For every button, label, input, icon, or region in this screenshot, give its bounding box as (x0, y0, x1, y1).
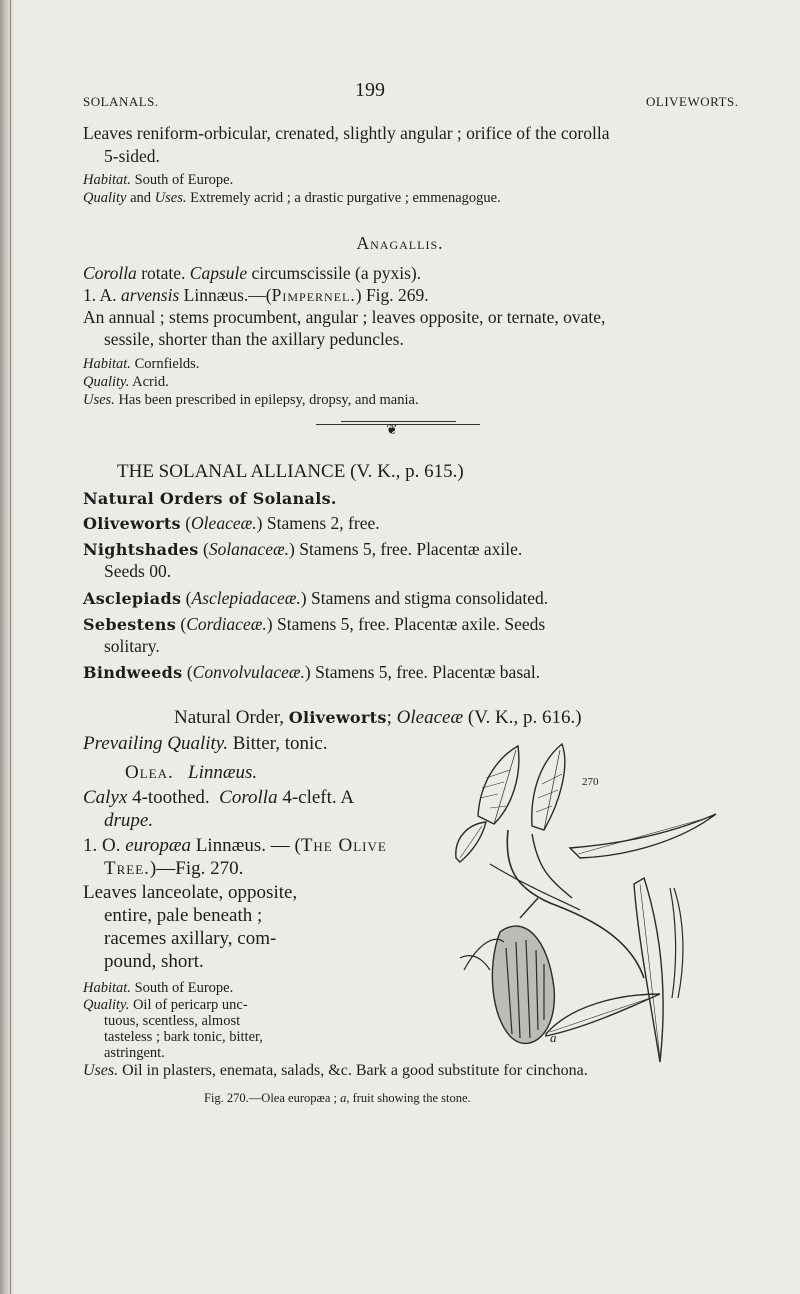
order-text: Stamens 5, free. Placentæ axile. (294, 539, 523, 559)
order-row: Oliveworts (Oleaceæ.) Stamens 2, free. (83, 513, 380, 533)
text-span: (V. K., p. 616.) (463, 707, 582, 728)
species-name: arvensis (120, 285, 180, 305)
habitat-line (83, 980, 233, 997)
order-name: Oliveworts (288, 708, 387, 727)
calyx-label: Calyx (83, 787, 128, 808)
order-latin: Cordiaceæ. (186, 614, 267, 634)
genus-line (125, 762, 257, 784)
common-name: The Olive (300, 835, 387, 856)
text-line: Leaves lanceolate, opposite, (83, 882, 298, 903)
order-row: Asclepiads (Asclepiadaceæ.) Stamens and stigma consolidated. (83, 588, 549, 608)
order-text: Stamens 5, free. Placentæ basal. (310, 662, 541, 682)
text-line: An annual ; stems procumbent, angular ; leaves opposite, or ternate, ovate, (83, 307, 606, 327)
fruit-drawing (460, 898, 554, 1043)
caption-letter: a (340, 1091, 347, 1105)
species-line (83, 285, 429, 306)
text-span: ; (386, 707, 397, 728)
order-text: Stamens and stigma consolidated. (306, 588, 549, 608)
prevailing-text: Bitter, tonic. (227, 733, 328, 754)
order-text: Stamens 5, free. Placentæ axile. Seeds (272, 614, 546, 634)
common-name: Tree. (104, 858, 150, 879)
text-line: sessile, shorter than the axillary peduncles. (104, 329, 404, 349)
quality-uses-line (83, 190, 501, 207)
text-span: circumscissile (a pyxis). (247, 263, 422, 283)
species-name: europæa (125, 835, 192, 856)
text-span: )—Fig. 270. (149, 858, 244, 879)
habitat-text: South of Europe. (130, 980, 234, 996)
text-line: astringent. (104, 1045, 165, 1061)
natural-order-heading (174, 707, 582, 729)
habitat-line (83, 172, 233, 189)
running-head-right: OLIVEWORTS. (646, 94, 739, 109)
text-line: 5-sided. (104, 146, 160, 166)
order-latin: Oleaceæ. (191, 513, 257, 533)
species-line (83, 835, 387, 857)
prevailing-label: Prevailing Quality. (83, 733, 228, 754)
order-latin: Oleaceæ (396, 707, 464, 728)
olive-branch-figure (420, 738, 720, 1080)
drupe-label: drupe. (104, 810, 154, 831)
corolla-label: Corolla (83, 263, 137, 283)
text-span: 4-toothed. (127, 787, 215, 808)
page-number: 199 (355, 79, 385, 101)
habitat-label: Habitat. (83, 172, 131, 188)
text-line: Leaves reniform-orbicular, crenated, slightly angular ; orifice of the corolla (83, 123, 610, 143)
common-name: Pimpernel. (271, 285, 356, 305)
text-span: 4-cleft. A (277, 787, 355, 808)
capsule-label: Capsule (189, 263, 248, 283)
text-line (83, 263, 421, 284)
figure-caption (204, 1091, 471, 1106)
uses-text: Oil in plasters, enemata, salads, &c. Bark a good substitute for cinchona. (118, 1062, 588, 1079)
quality-text: Acrid. (129, 374, 169, 390)
habitat-line (83, 356, 199, 373)
text-line: pound, short. (104, 951, 204, 972)
order-name: Nightshades (83, 540, 199, 559)
quality-label: Quality (83, 190, 127, 206)
habitat-label: Habitat. (83, 980, 131, 996)
order-latin: Asclepiadaceæ. (191, 588, 301, 608)
quality-line (83, 997, 248, 1014)
corolla-label: Corolla (219, 787, 278, 808)
order-row: Sebestens (Cordiaceæ.) Stamens 5, free. Placentæ axile. Seeds (83, 614, 546, 634)
text-line: solitary. (104, 636, 160, 656)
text-span: 1. A. (83, 285, 121, 305)
quality-label: Quality. (83, 374, 130, 390)
text-line (83, 787, 354, 809)
text-line: Seeds 00. (104, 561, 172, 581)
uses-label: Uses. (83, 1062, 119, 1079)
figure-letter: a (550, 1030, 557, 1045)
order-latin: Solanaceæ. (208, 539, 290, 559)
genus-name: Olea. (125, 762, 174, 783)
uses-label: Uses. (154, 190, 187, 206)
uses-line (83, 392, 419, 409)
orders-heading: Natural Orders of Solanals. (83, 489, 337, 508)
quality-text: Extremely acrid ; a drastic purgative ; emmenagogue. (186, 190, 501, 206)
order-row: Bindweeds (Convolvulaceæ.) Stamens 5, free. Placentæ basal. (83, 662, 541, 682)
alliance-title: THE SOLANAL ALLIANCE (V. K., p. 615.) (117, 461, 464, 482)
text-span: Linnæus.—( (179, 285, 272, 305)
caption-text: Fig. 270.—Olea europæa ; (204, 1091, 341, 1105)
caption-text: , fruit showing the stone. (346, 1091, 471, 1105)
running-head-left: SOLANALS. (83, 94, 159, 109)
text-span: 1. O. (83, 835, 126, 856)
order-text: Stamens 2, free. (262, 513, 380, 533)
text-span: ) Fig. 269. (355, 285, 429, 305)
habitat-text: Cornfields. (130, 356, 200, 372)
text-span: Natural Order, (174, 707, 289, 728)
quality-line (83, 374, 169, 391)
text-line: entire, pale beneath ; (104, 905, 263, 926)
uses-text: Has been prescribed in epilepsy, dropsy, and mania. (114, 392, 419, 408)
habitat-text: South of Europe. (130, 172, 234, 188)
divider-rule (316, 424, 480, 425)
conjunction: and (126, 190, 155, 206)
order-row: Nightshades (Solanaceæ.) Stamens 5, free. Placentæ axile. (83, 539, 523, 559)
genus-heading: Anagallis. (356, 233, 444, 253)
text-line: tasteless ; bark tonic, bitter, (104, 1029, 263, 1045)
habitat-label: Habitat. (83, 356, 131, 372)
text-line: racemes axillary, com- (104, 928, 277, 949)
quality-text: Oil of pericarp unc- (129, 997, 248, 1013)
species-line-cont (104, 858, 243, 880)
order-name: Sebestens (83, 615, 177, 634)
divider-ornament: ❦ (386, 423, 398, 438)
order-latin: Convolvulaceæ. (192, 662, 305, 682)
genus-author: Linnæus. (188, 762, 258, 783)
divider-rule (341, 421, 456, 422)
text-span: rotate. (136, 263, 190, 283)
prevailing-quality-line (83, 733, 327, 755)
uses-label: Uses. (83, 392, 115, 408)
text-span: Linnæus. — ( (191, 835, 301, 856)
quality-label: Quality. (83, 997, 130, 1013)
text-line: tuous, scentless, almost (104, 1013, 241, 1029)
order-name: Bindweeds (83, 663, 183, 682)
order-name: Oliveworts (83, 514, 181, 533)
figure-number: 270 (582, 776, 599, 788)
order-name: Asclepiads (83, 589, 182, 608)
text-line (104, 810, 153, 832)
